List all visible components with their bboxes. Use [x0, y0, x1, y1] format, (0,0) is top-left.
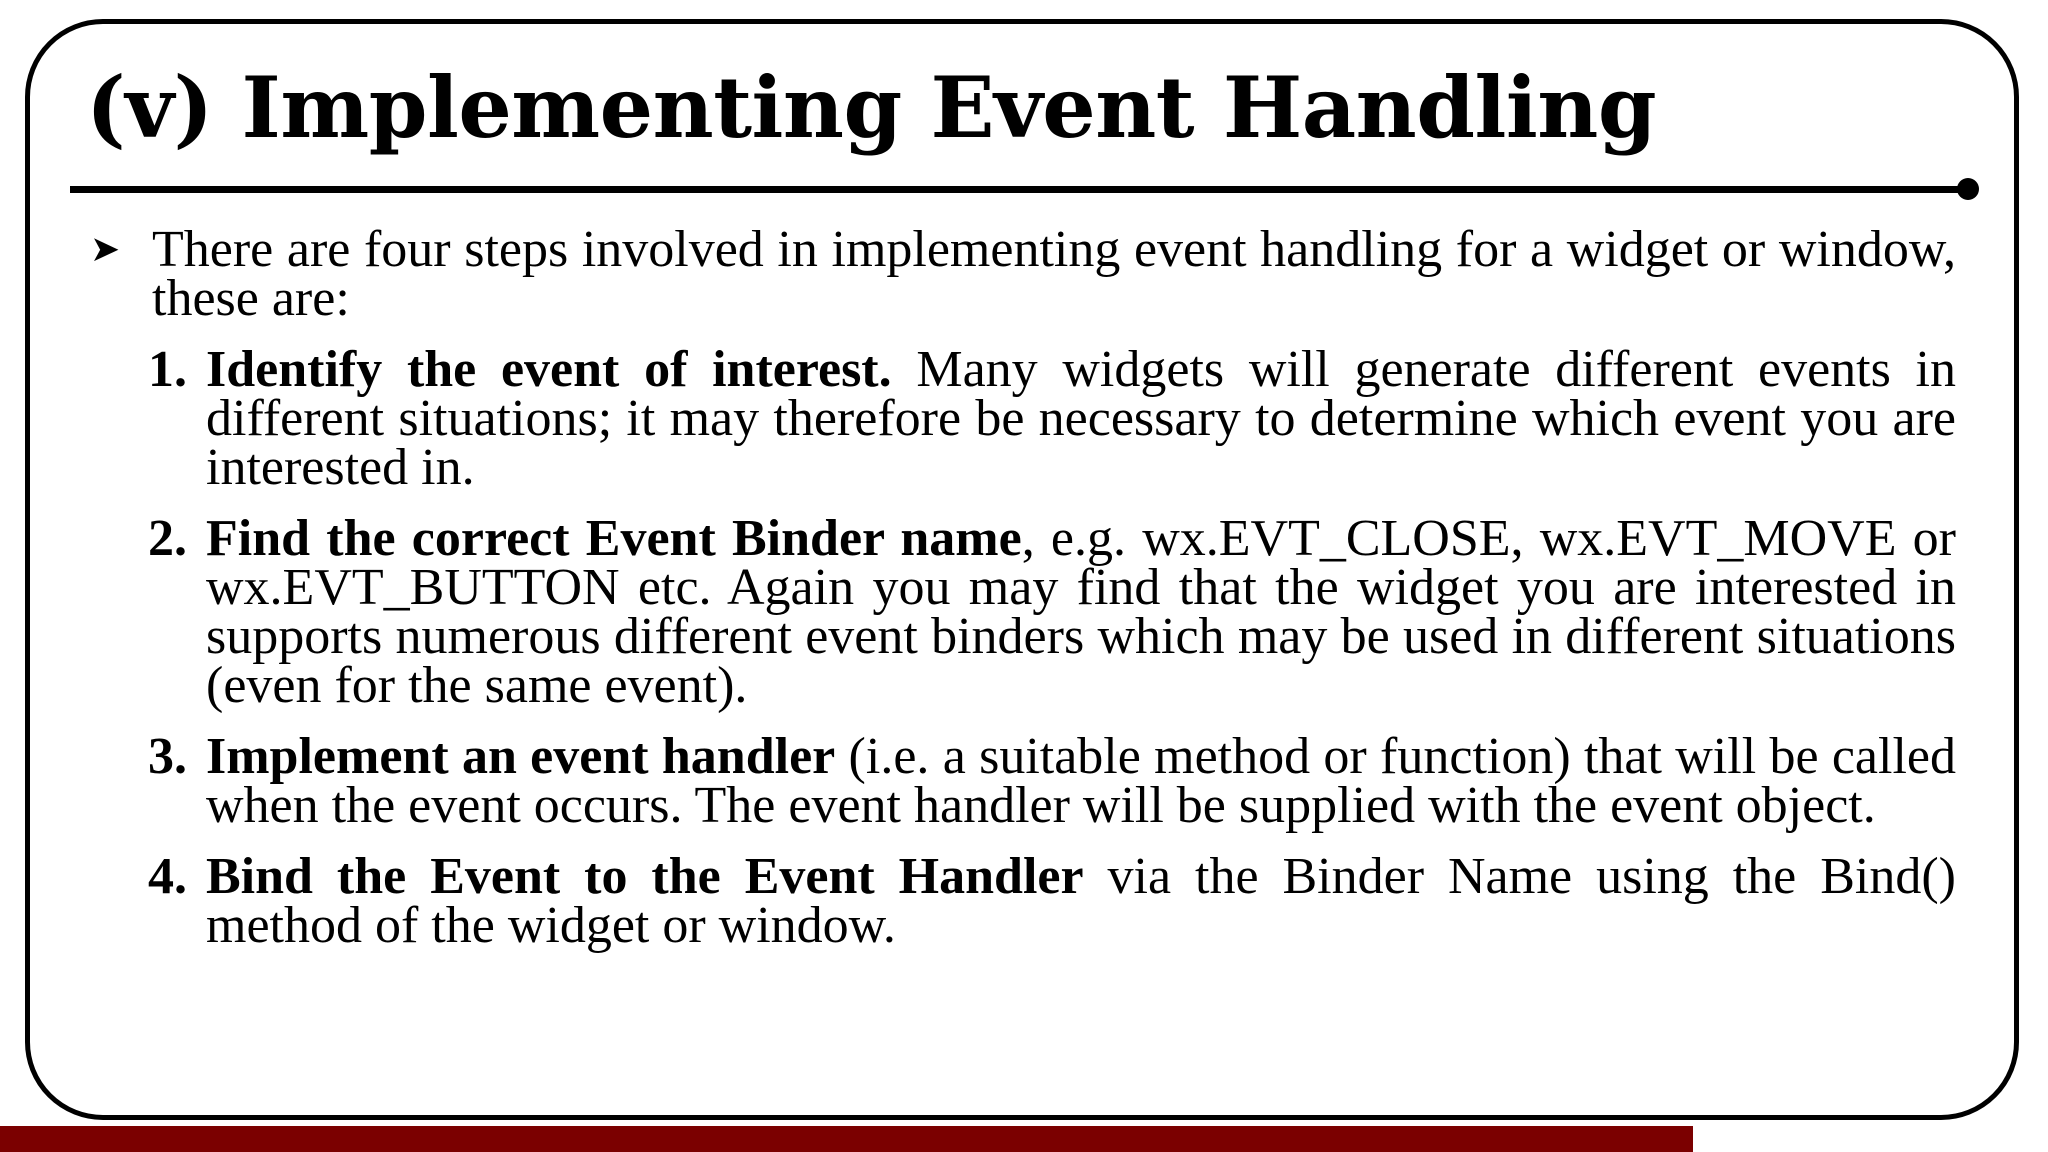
divider-end-dot	[1957, 178, 1979, 200]
step-body-text: Many widgets will generate different events in different situations; it may therefore be necessary to determine which event you are interested in.	[206, 341, 1956, 496]
step-body-text: (i.e. a suitable method or function) that will be called when the event occurs. The event handler will be supplied with the event object.	[206, 728, 1956, 834]
title-divider	[70, 186, 1970, 193]
step-number: 2.	[148, 510, 187, 567]
step-text	[206, 848, 1956, 954]
step-bold-text: Bind the Event to the Event Handler	[206, 848, 1084, 905]
slide-title: (v) Implementing Event Handling	[86, 58, 1657, 157]
steps-list	[148, 341, 1956, 954]
slide-content	[86, 221, 1956, 972]
list-item	[148, 341, 1956, 496]
list-item	[148, 848, 1956, 954]
intro-bullet	[86, 221, 1956, 327]
step-number: 3.	[148, 728, 187, 785]
step-text	[206, 341, 1956, 496]
step-text	[206, 510, 1956, 714]
footer-bar	[0, 1126, 1693, 1152]
step-bold-text: Find the correct Event Binder name	[206, 510, 1022, 567]
step-bold-text: Implement an event handler	[206, 728, 836, 785]
list-item	[148, 728, 1956, 834]
step-body-text: , e.g. wx.EVT_CLOSE, wx.EVT_MOVE or wx.EVT_BUTTON etc. Again you may find that the widget you are interested in supports numerous different event binders which may be used in different situations (even for the same event).	[206, 510, 1956, 714]
step-number: 4.	[148, 848, 187, 905]
step-text	[206, 728, 1956, 834]
step-bold-text: Identify the event of interest.	[206, 341, 892, 398]
intro-text: There are four steps involved in implementing event handling for a widget or window, these are:	[152, 221, 1956, 327]
list-item	[148, 510, 1956, 714]
step-number: 1.	[148, 341, 187, 398]
step-body-text: via the Binder Name using the Bind() method of the widget or window.	[206, 848, 1956, 954]
arrowhead-bullet-icon: ➤	[90, 229, 121, 269]
